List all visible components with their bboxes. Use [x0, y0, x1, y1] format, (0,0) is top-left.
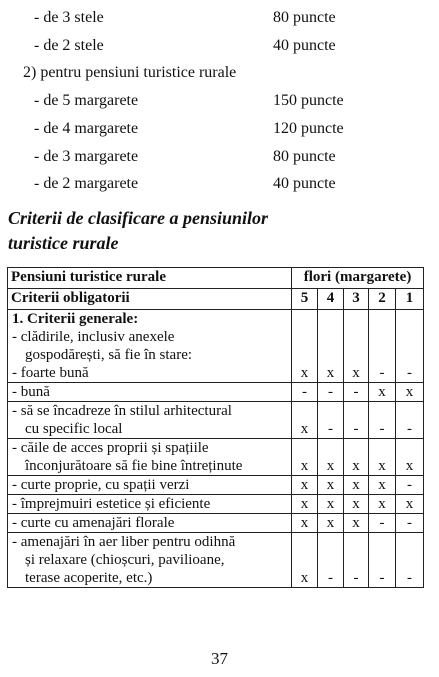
mark-cell: x — [396, 383, 424, 402]
criterion-line: - bună — [12, 384, 50, 400]
mark-cell: - — [396, 533, 424, 588]
table-row — [8, 476, 424, 495]
criterion-line: și relaxare (chioșcuri, pavilioane, — [25, 552, 225, 568]
score-points: 40 puncte — [273, 37, 336, 54]
criterion-line: - să se încadreze în stilul arhitectural — [12, 403, 232, 419]
mark-cell: x — [369, 383, 396, 402]
criterion-line: - curte cu amenajări florale — [12, 515, 175, 531]
mark-cell: - — [369, 533, 396, 588]
table-subheader-row — [8, 289, 424, 310]
mark-cell: x — [292, 310, 318, 383]
mark-cell: - — [396, 402, 424, 439]
mark-cell: - — [369, 402, 396, 439]
score-label: - de 5 margarete — [34, 92, 139, 109]
table-row — [8, 439, 424, 476]
table-row — [8, 533, 424, 588]
mark-cell: x — [344, 495, 369, 514]
criterion-line: cu specific local — [25, 421, 123, 437]
mark-cell: x — [292, 476, 318, 495]
mark-cell: x — [292, 402, 318, 439]
criterion-cell — [8, 383, 292, 402]
score-label: - de 3 stele — [34, 9, 104, 26]
mark-cell: x — [344, 476, 369, 495]
mark-cell: - — [396, 514, 424, 533]
mark-cell: x — [318, 439, 344, 476]
score-label: - de 3 margarete — [34, 148, 139, 165]
table-row — [8, 383, 424, 402]
criterion-line: - împrejmuiri estetice și eficiente — [12, 496, 211, 512]
criterion-cell — [8, 514, 292, 533]
criterion-cell — [8, 439, 292, 476]
mark-cell: x — [369, 476, 396, 495]
mark-cell: x — [344, 310, 369, 383]
score-points: 40 puncte — [273, 175, 336, 192]
mark-cell: x — [292, 533, 318, 588]
table-row — [8, 514, 424, 533]
criterion-line: 1. Criterii generale: — [12, 311, 139, 327]
criterion-cell — [8, 310, 292, 383]
mark-cell: x — [318, 310, 344, 383]
table-header-row — [8, 268, 424, 289]
criterion-line: înconjurătoare să fie bine întreținute — [25, 458, 243, 474]
criterion-cell — [8, 533, 292, 588]
level-5: 5 — [292, 289, 318, 310]
header-left: Pensiuni turistice rurale — [8, 268, 292, 289]
mark-cell: x — [318, 476, 344, 495]
mark-cell: - — [344, 533, 369, 588]
score-points: 80 puncte — [273, 9, 336, 26]
criterion-cell — [8, 495, 292, 514]
criterion-cell — [8, 402, 292, 439]
mark-cell: x — [344, 439, 369, 476]
level-3: 3 — [344, 289, 369, 310]
mark-cell: x — [396, 439, 424, 476]
score-label: - de 4 margarete — [34, 120, 139, 137]
mark-cell: - — [369, 310, 396, 383]
score-label: - de 2 margarete — [34, 175, 139, 192]
criterion-line: gospodărești, să fie în stare: — [25, 347, 193, 363]
score-points: 120 puncte — [273, 120, 344, 137]
mark-cell: x — [369, 495, 396, 514]
mark-cell: x — [318, 514, 344, 533]
level-4: 4 — [318, 289, 344, 310]
mark-cell: - — [318, 533, 344, 588]
table-row — [8, 402, 424, 439]
mark-cell: - — [344, 402, 369, 439]
page-number: 37 — [211, 649, 228, 668]
mark-cell: x — [292, 495, 318, 514]
mark-cell: - — [292, 383, 318, 402]
section-title-line-1: Criterii de clasificare a pensiunilor — [8, 208, 269, 228]
mark-cell: x — [396, 495, 424, 514]
criterion-line: - foarte bună — [12, 365, 89, 381]
table-row — [8, 310, 424, 383]
header-right: flori (margarete) — [292, 268, 424, 289]
level-1: 1 — [396, 289, 424, 310]
criterion-line: - amenajări în aer liber pentru odihnă — [12, 534, 236, 550]
criterion-line: - curte proprie, cu spații verzi — [12, 477, 190, 493]
criterion-line: - clădirile, inclusiv anexele — [12, 329, 175, 345]
mark-cell: x — [318, 495, 344, 514]
mark-cell: - — [396, 310, 424, 383]
mark-cell: - — [396, 476, 424, 495]
score-points: 80 puncte — [273, 148, 336, 165]
section-title — [8, 206, 428, 256]
mark-cell: - — [318, 402, 344, 439]
criterion-line: - căile de acces proprii și spațiile — [12, 440, 209, 456]
section-title-line-2: turistice rurale — [8, 233, 119, 253]
mark-cell: - — [369, 514, 396, 533]
table-row — [8, 495, 424, 514]
mark-cell: x — [369, 439, 396, 476]
criteria-table — [7, 267, 424, 588]
mark-cell: x — [292, 514, 318, 533]
mark-cell: x — [292, 439, 318, 476]
score-label: 2) pentru pensiuni turistice rurale — [23, 64, 237, 81]
score-label: - de 2 stele — [34, 37, 104, 54]
level-2: 2 — [369, 289, 396, 310]
criterion-line: terase acoperite, etc.) — [25, 570, 153, 586]
mark-cell: - — [318, 383, 344, 402]
mark-cell: - — [344, 383, 369, 402]
criterion-cell — [8, 476, 292, 495]
mark-cell: x — [344, 514, 369, 533]
subheader-left: Criterii obligatorii — [8, 289, 292, 310]
score-points: 150 puncte — [273, 92, 344, 109]
